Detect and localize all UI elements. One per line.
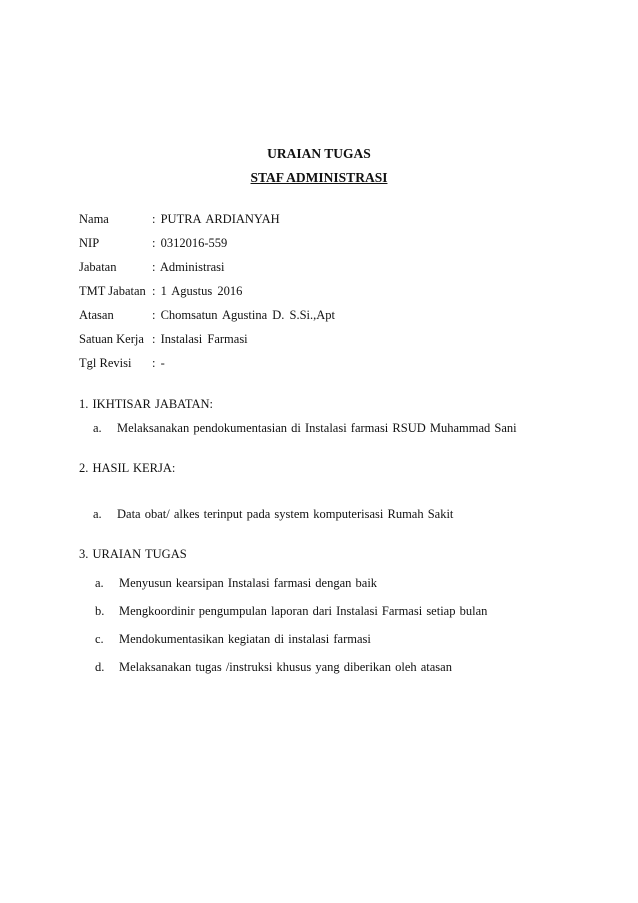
- section-heading-ikhtisar: 1. IKHTISAR JABATAN:: [79, 397, 213, 411]
- section-heading-uraian-tugas: 3. URAIAN TUGAS: [79, 547, 187, 561]
- list-item-text: Melaksanakan tugas /instruksi khusus yang diberikan oleh atasan: [119, 660, 452, 674]
- list-marker: a.: [93, 507, 102, 521]
- list-marker: b.: [95, 604, 105, 618]
- identity-value: : Chomsatun Agustina D. S.Si.,Apt: [152, 308, 336, 322]
- identity-value: : Instalasi Farmasi: [152, 332, 248, 346]
- list-item: [93, 507, 453, 522]
- list-item-text: Melaksanakan pendokumentasian di Instalasi farmasi RSUD Muhammad Sani: [117, 421, 517, 435]
- list-marker: c.: [95, 632, 104, 646]
- list-marker: a.: [93, 421, 102, 435]
- identity-value: : Administrasi: [152, 260, 225, 274]
- identity-label: Jabatan: [79, 260, 117, 274]
- list-item-text: Mendokumentasikan kegiatan di instalasi farmasi: [119, 632, 371, 646]
- list-item: [95, 604, 487, 619]
- identity-value: : -: [152, 356, 165, 370]
- identity-value: : 0312016-559: [152, 236, 228, 250]
- list-item: [95, 576, 377, 591]
- list-item: [95, 632, 371, 647]
- list-marker: a.: [95, 576, 104, 590]
- document-subtitle: STAF ADMINISTRASI: [250, 170, 388, 185]
- identity-label: Satuan Kerja: [79, 332, 144, 346]
- identity-label: Tgl Revisi: [79, 356, 132, 370]
- list-item: [93, 421, 517, 436]
- list-item-text: Mengkoordinir pengumpulan laporan dari Instalasi Farmasi setiap bulan: [119, 604, 488, 618]
- list-marker: d.: [95, 660, 105, 674]
- identity-label: NIP: [79, 236, 100, 250]
- section-heading-hasil-kerja: 2. HASIL KERJA:: [79, 461, 176, 475]
- identity-label: Nama: [79, 212, 109, 226]
- identity-value: : 1 Agustus 2016: [152, 284, 243, 298]
- identity-label: TMT Jabatan: [79, 284, 146, 298]
- identity-value: : PUTRA ARDIANYAH: [152, 212, 280, 226]
- document-title: URAIAN TUGAS: [267, 146, 371, 161]
- identity-label: Atasan: [79, 308, 114, 322]
- list-item-text: Menyusun kearsipan Instalasi farmasi dengan baik: [119, 576, 378, 590]
- list-item: [95, 660, 452, 675]
- list-item-text: Data obat/ alkes terinput pada system komputerisasi Rumah Sakit: [117, 507, 454, 521]
